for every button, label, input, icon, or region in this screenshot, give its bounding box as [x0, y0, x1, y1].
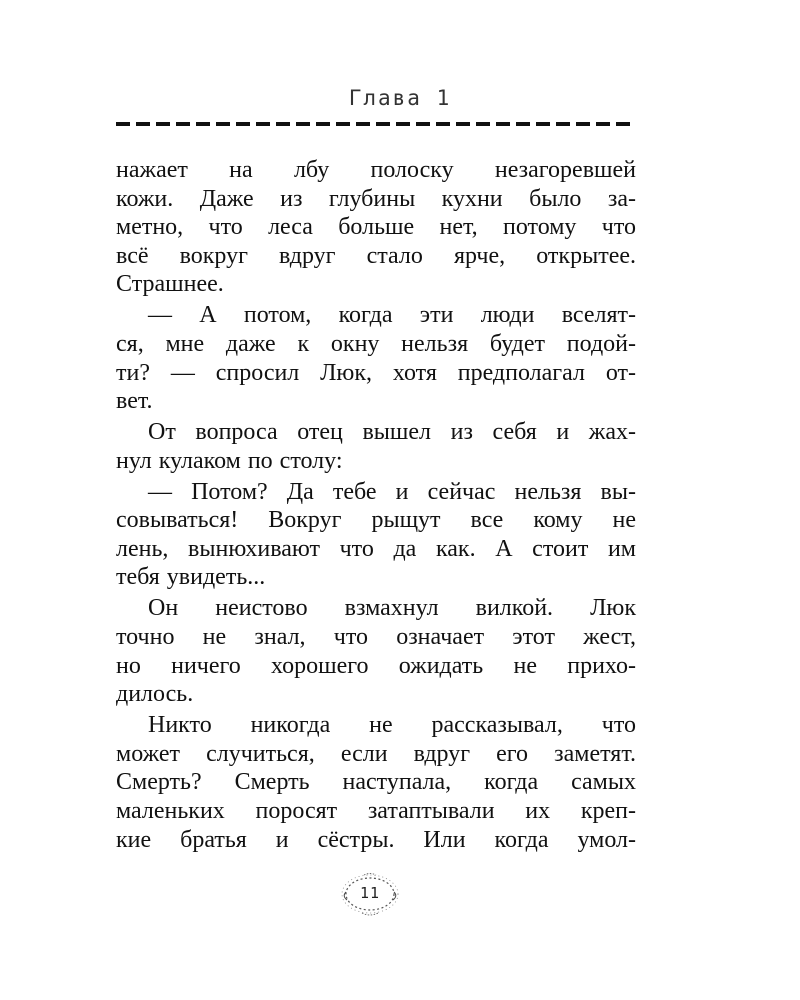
text-line: нажает на лбу полоску незагоревшей: [116, 157, 636, 183]
text-line: — Потом? Да тебе и сейчас нельзя вы-: [148, 478, 636, 505]
chapter-title: Глава 1: [348, 86, 452, 110]
text-line: От вопроса отец вышел из себя и жах-: [148, 419, 636, 446]
text-line: точно не знал, что означает этот жест,: [116, 624, 636, 651]
paragraph: [116, 156, 636, 299]
paragraph: [116, 594, 636, 708]
paragraph: [116, 478, 636, 592]
text-line: кие братья и сёстры. Или когда умол-: [116, 826, 636, 853]
text-line: но ничего хорошего ожидать не прихо-: [116, 652, 636, 679]
text-line: Страшнее.: [116, 271, 224, 298]
paragraph: [116, 418, 636, 475]
text-line: кожи. Даже из глубины кухни было за-: [116, 185, 636, 212]
text-line: нул кулаком по столу:: [116, 447, 343, 474]
text-line: совываться! Вокруг рыщут все кому не: [116, 507, 636, 534]
page-number-badge: [338, 870, 402, 920]
text-line: вет.: [116, 388, 153, 415]
paragraph: [116, 301, 636, 415]
text-line: тебя увидеть...: [116, 564, 266, 591]
text-line: — А потом, когда эти люди вселят-: [148, 302, 636, 329]
text-line: ся, мне даже к окну нельзя будет подой-: [116, 330, 636, 357]
body-text: [116, 156, 636, 857]
text-line: лень, вынюхивают что да как. А стоит им: [116, 535, 636, 562]
text-line: может случиться, если вдруг его заметят.: [116, 740, 636, 767]
text-line: Никто никогда не рассказывал, что: [148, 712, 636, 739]
text-line: Смерть? Смерть наступала, когда самых: [116, 769, 636, 796]
text-line: дилось.: [116, 681, 194, 708]
header-dashed-rule: [116, 122, 636, 126]
paragraph: [116, 711, 636, 854]
text-line: маленьких поросят затаптывали их креп-: [116, 798, 636, 825]
page-number: 11: [359, 884, 381, 902]
text-line: метно, что леса больше нет, потому что: [116, 214, 636, 241]
text-line: Он неистово взмахнул вилкой. Люк: [148, 595, 636, 622]
text-line: ти? — спросил Люк, хотя предполагал от-: [116, 359, 636, 386]
text-line: всё вокруг вдруг стало ярче, открытее.: [116, 242, 636, 269]
